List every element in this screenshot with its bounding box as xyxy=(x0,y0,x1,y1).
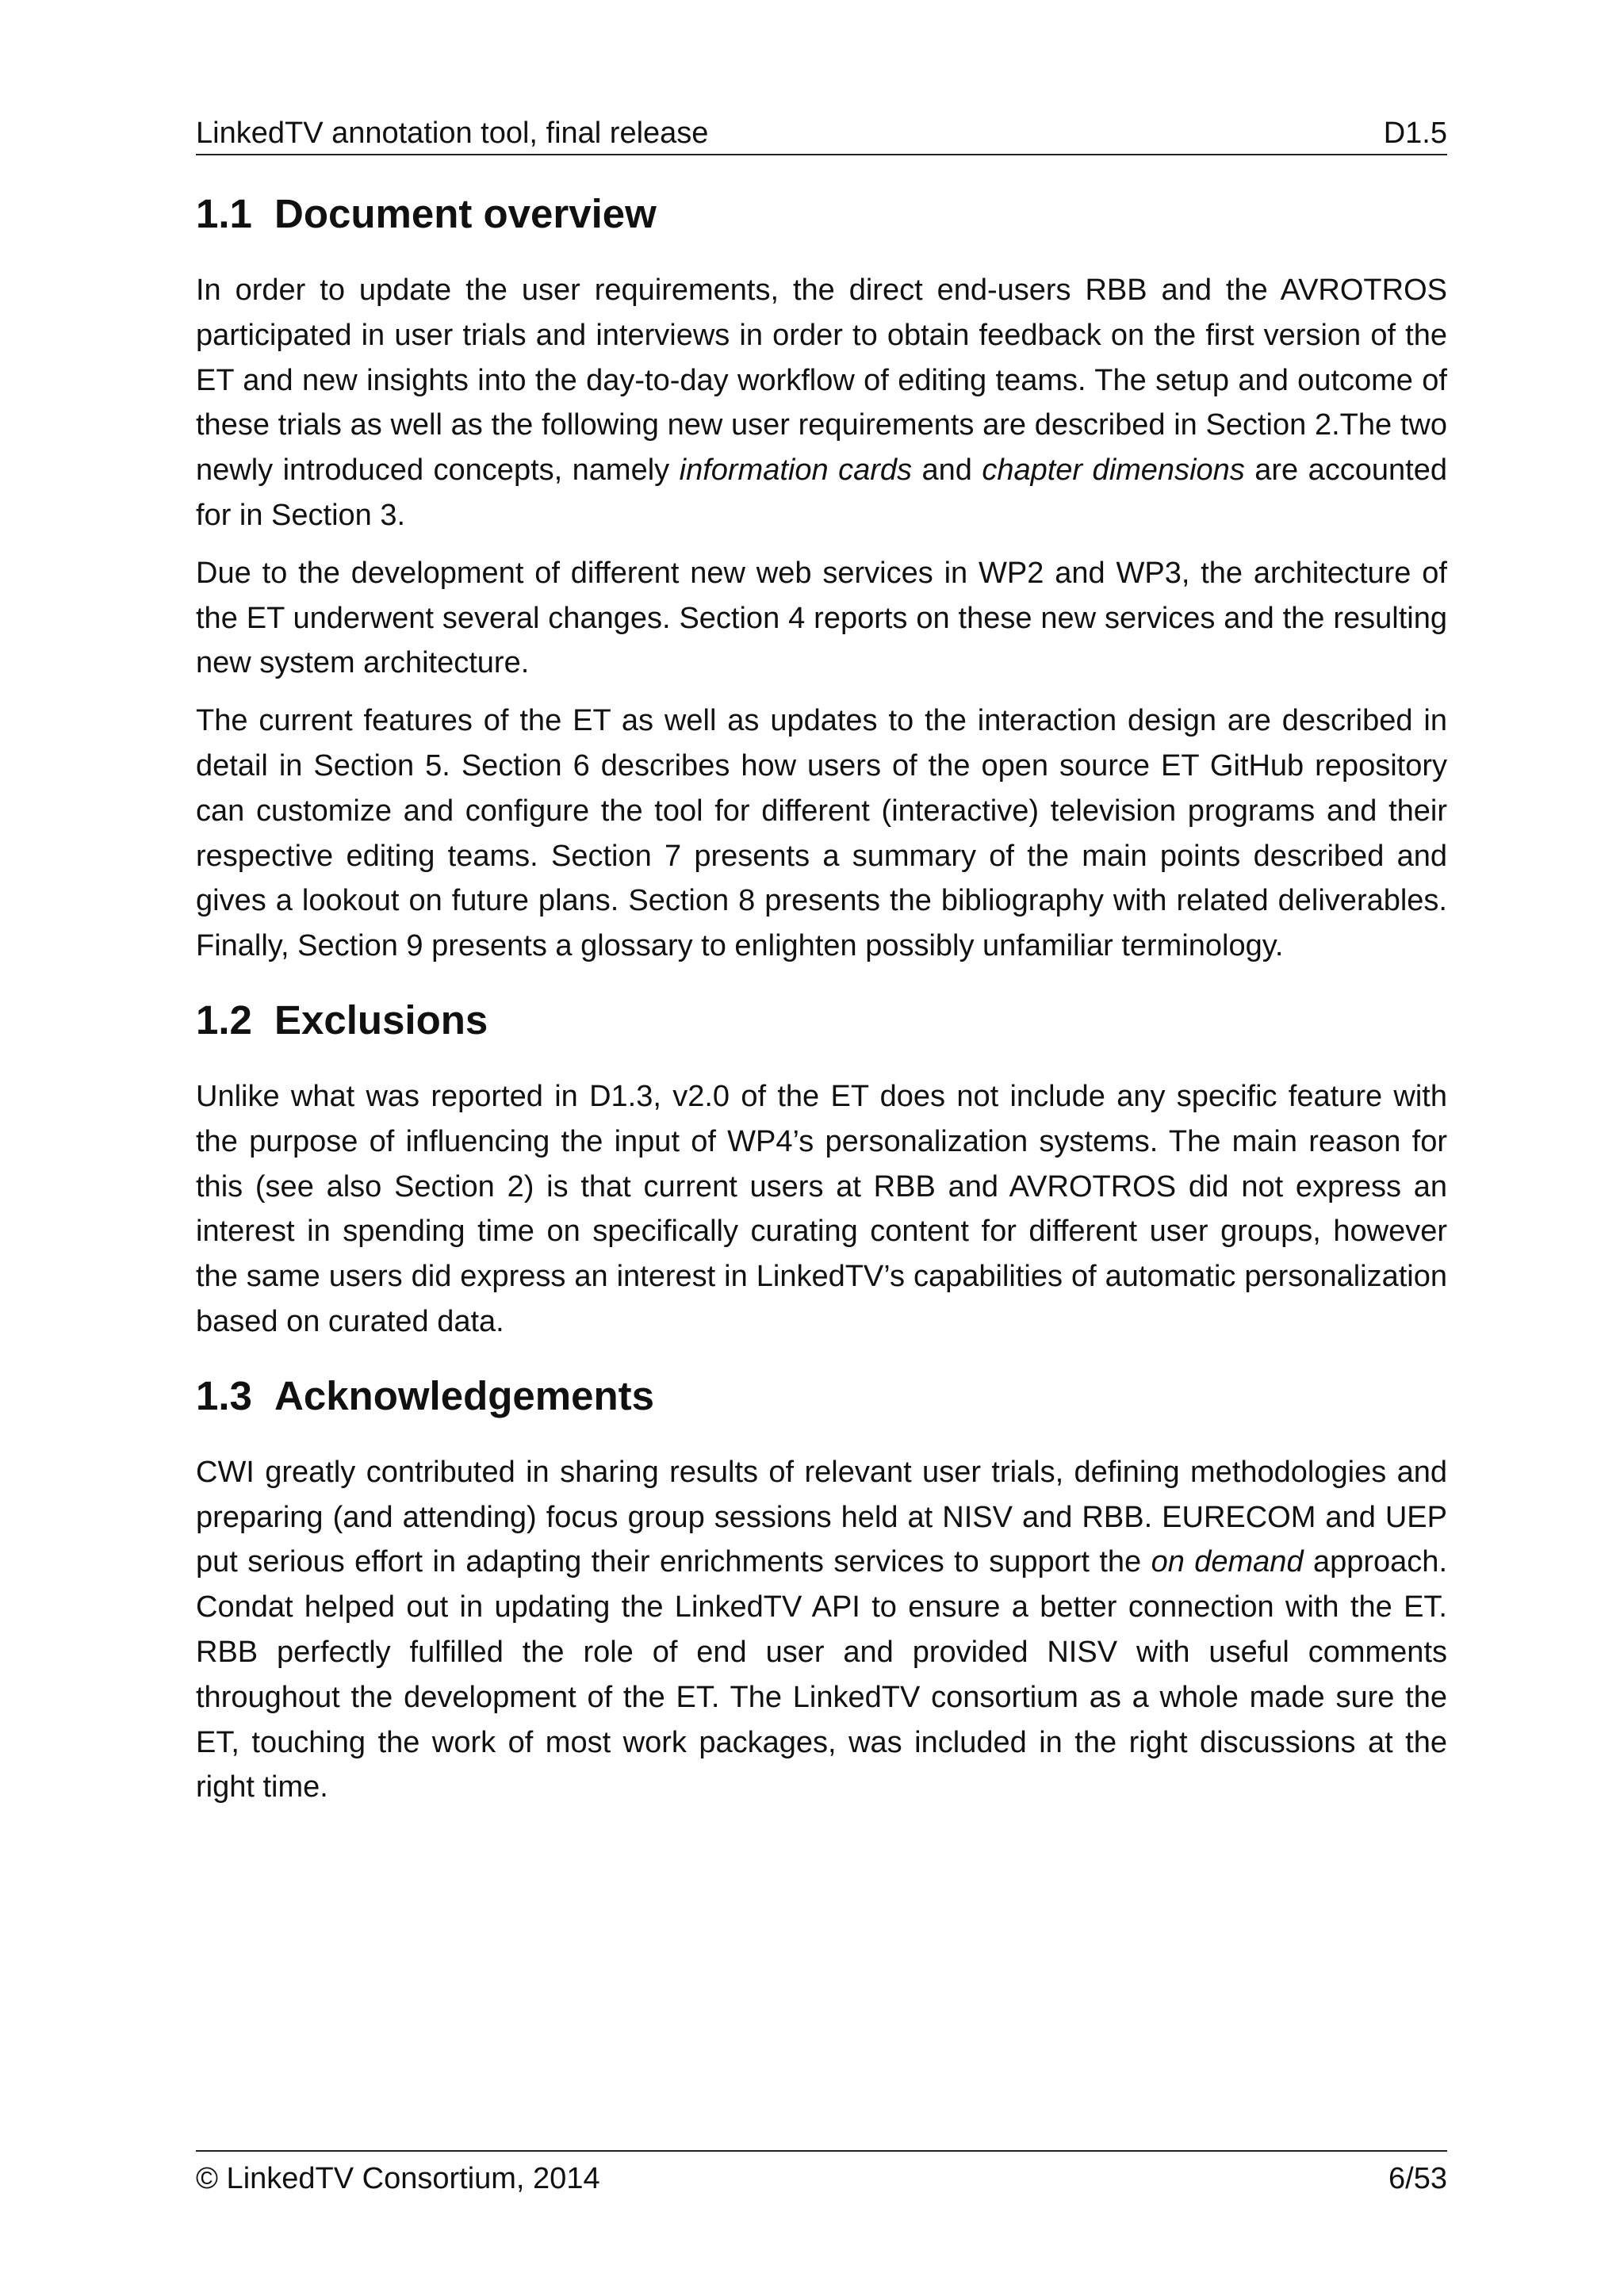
running-footer xyxy=(196,2150,1447,2202)
paragraph: Unlike what was reported in D1.3, v2.0 of the ET does not include any specific feature with the purpose of influencing the input of WP4’s personalization systems. The main reason for this (see also Section 2) is that current users at RBB and AVROTROS did not express an interest in spending time on specifically curating content for different user groups, however the same users did express an interest in LinkedTV’s capabilities of automatic personalization based on curated data. xyxy=(196,1079,1447,1338)
emphasis-information-cards: information cards xyxy=(679,453,912,488)
section-exclusions xyxy=(196,997,1447,1345)
footer-copyright: © LinkedTV Consortium, 2014 xyxy=(196,2162,600,2195)
paragraph: Due to the development of different new web services in WP2 and WP3, the architecture of the ET underwent several changes. Section 4 reports on these new services and the resulting new system architecture. xyxy=(196,556,1447,680)
paragraph: The current features of the ET as well as updates to the interaction design are described in detail in Section 5. Section 6 describes how users of the open source ET GitHub repository can customize and configure the tool for different (interactive) television programs and their respective editing teams. Section 7 presents a summary of the main points described and gives a lookout on future plans. Section 8 presents the bibliography with related deliverables. Finally, Section 9 presents a glossary to enlighten possibly unfamiliar terminology. xyxy=(196,704,1447,963)
text-run: are accounted for in Section 3. xyxy=(196,453,1447,532)
paragraph xyxy=(196,1450,1447,1810)
paragraph xyxy=(196,268,1447,538)
text-run: approach. Condat helped out in updating the LinkedTV API to ensure a better connection with the ET. RBB perfectly fulfilled the role of end user and provided NISV with useful comments throughout the development of the ET. The LinkedTV consortium as a whole made sure the ET, touching the work of most work packages, was included in the right discussions at the right time. xyxy=(196,1545,1447,1804)
section-number: 1.2 xyxy=(196,997,252,1043)
running-header xyxy=(196,109,1447,155)
emphasis-chapter-dimensions: chapter dimensions xyxy=(982,453,1245,488)
section-heading xyxy=(196,1372,1447,1420)
header-document-title: LinkedTV annotation tool, final release xyxy=(196,117,709,150)
section-title: Document overview xyxy=(274,191,657,236)
page-number: 6/53 xyxy=(1388,2162,1447,2195)
section-title: Acknowledgements xyxy=(274,1372,654,1418)
section-document-overview xyxy=(196,190,1447,969)
section-number: 1.3 xyxy=(196,1372,252,1418)
section-heading xyxy=(196,997,1447,1044)
section-number: 1.1 xyxy=(196,191,252,236)
text-run: CWI greatly contributed in sharing results of relevant user trials, defining methodologies and preparing (and attending) focus group sessions held at NISV and RBB. EURECOM and UEP put serious effort in adapting their enrichments services to support the xyxy=(196,1455,1447,1579)
section-heading xyxy=(196,190,1447,238)
emphasis-on-demand: on demand xyxy=(1151,1545,1304,1579)
text-run: and xyxy=(912,453,982,488)
page-content xyxy=(196,190,1447,1838)
header-deliverable-id: D1.5 xyxy=(1383,117,1447,150)
section-title: Exclusions xyxy=(274,997,488,1043)
section-acknowledgements xyxy=(196,1372,1447,1810)
text-run: In order to update the user requirements, the direct end-users RBB and the AVROTROS participated in user trials and interviews in order to obtain feedback on the first version of the ET and new insights into the day-to-day workflow of editing teams. The setup and outcome of these trials as well as the following new user requirements are described in Section 2.The two newly introduced concepts, namely xyxy=(196,274,1447,488)
